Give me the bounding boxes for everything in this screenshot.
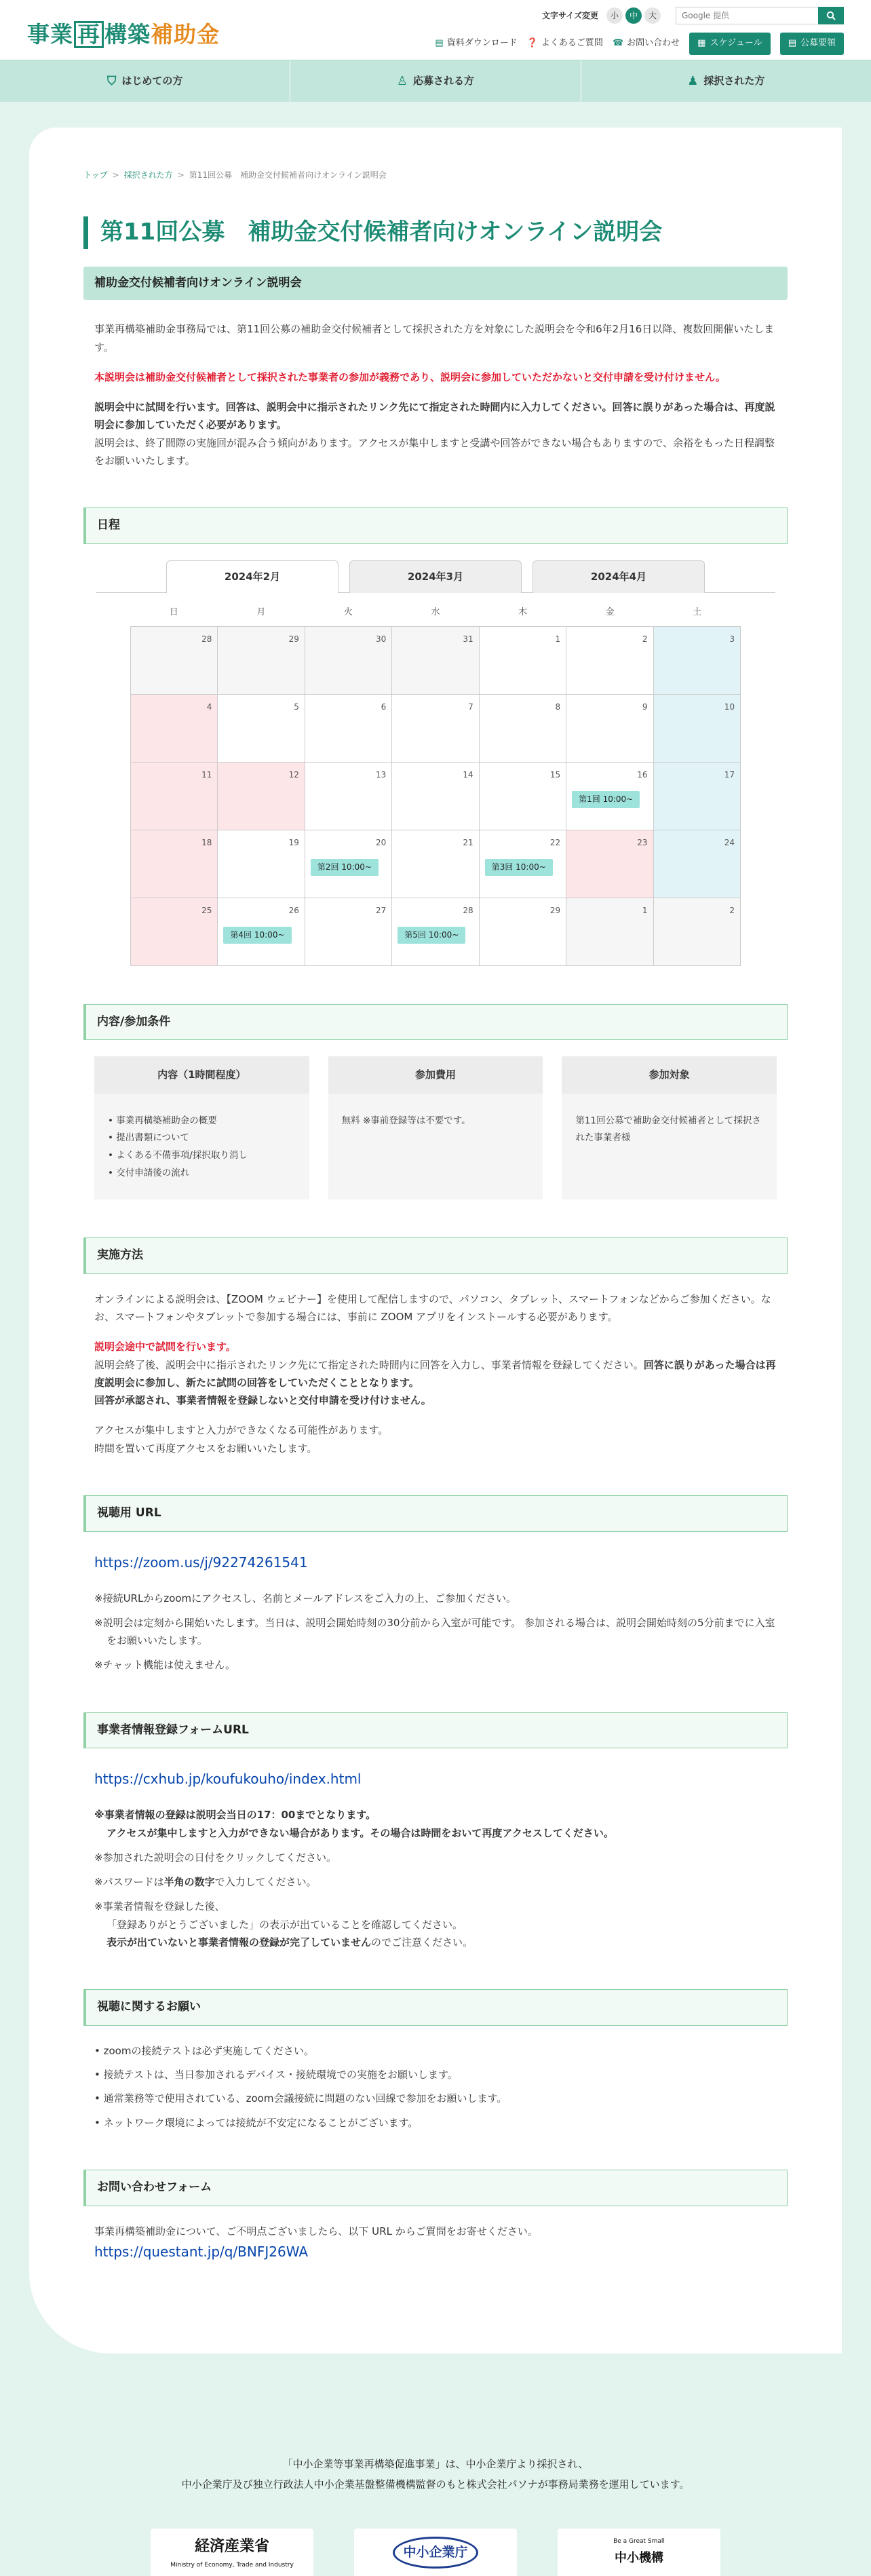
breadcrumb-top[interactable]: トップ [83, 170, 108, 180]
calendar-day-number: 22 [549, 837, 561, 847]
intro-warning: 本説明会は補助金交付候補者として採択された事業者の参加が義務であり、説明会に参加していただかないと交付申請を受け付けません。 [94, 370, 726, 383]
smrj-logo[interactable] [558, 2529, 720, 2576]
calendar-day [480, 627, 566, 695]
document-icon: ▤ [788, 38, 796, 48]
calendar-day [131, 830, 218, 898]
form-note-bold: ※事業者情報の登録は説明会当日の17：00までとなります。 [94, 1809, 376, 1822]
calendar-day [131, 695, 218, 763]
calendar-day [566, 830, 653, 898]
method-text-bold: 回答に誤りがあった場合は再度説明会に参加し、新たに試問の回答をしていただくこととなります。 [94, 1358, 776, 1389]
form-note [94, 1898, 777, 1951]
nav-item-label: はじめての方 [121, 75, 183, 88]
guidelines-button[interactable] [780, 33, 844, 55]
viewing-text [83, 1548, 788, 1674]
condition-content [94, 1056, 309, 1199]
smrj-logo-subtext: Be a Great Small [613, 2537, 665, 2545]
tab-month-3[interactable]: 2024年4月 [533, 560, 705, 593]
calendar-day-number: 10 [724, 701, 735, 712]
calendar-day-number: 1 [642, 905, 648, 915]
calendar-day [392, 627, 479, 695]
form-note [94, 1806, 777, 1842]
main-content [29, 128, 842, 2353]
method-text-normal: 説明会終了後、説明会中に指示されたリンク先にて指定された時間内に回答を入力し、事業者情報を登録してください。 [94, 1358, 644, 1371]
calendar-day [566, 898, 653, 966]
calendar-day-number: 21 [463, 837, 473, 847]
search-input[interactable] [676, 7, 818, 24]
contact-paragraph: 事業再構築補助金について、ご不明点ございましたら、以下 URL からご質問をお寄せください。 [94, 2225, 538, 2237]
shield-icon: ⛉ [107, 73, 117, 88]
breadcrumb [83, 168, 788, 182]
meti-logo[interactable] [151, 2529, 313, 2576]
calendar-day [392, 898, 479, 966]
calendar-day [566, 763, 653, 830]
form-note-bold: 半角の数字 [163, 1876, 215, 1889]
weekday-label: 木 [518, 607, 528, 617]
meti-logo-text: 経済産業省 [194, 2538, 269, 2556]
registration-form-link[interactable]: https://cxhub.jp/koufukouho/index.html [94, 1771, 362, 1788]
logo-text-1: 事業 [27, 21, 73, 47]
nav-item-label: 採択された方 [703, 75, 765, 88]
calendar-day-number: 12 [288, 769, 299, 780]
footer-logos [0, 2529, 871, 2576]
calendar-day [654, 627, 741, 695]
condition-target [562, 1056, 777, 1199]
form-note-text: 「登録ありがとうございました」の表示が出ていることを確認してください。 [107, 1918, 463, 1931]
fontsize-label: 文字サイズ変更 [541, 10, 598, 20]
calendar-day-number: 24 [724, 837, 735, 847]
calendar-day-number: 19 [288, 837, 299, 847]
form-note-bold: アクセスが集中しますと入力ができない場合があります。その場合は時間をおいて再度アクセスしてください。 [107, 1826, 614, 1839]
calendar-day [131, 763, 218, 830]
global-nav [0, 60, 871, 102]
weekday-label: 金 [605, 607, 615, 617]
list-item: • よくある不備事項/採択取り消し [108, 1147, 296, 1165]
site-search [676, 7, 844, 24]
calendar-day-number: 26 [288, 905, 299, 915]
request-list [94, 2042, 777, 2132]
question-icon: ❓ [526, 38, 538, 48]
calendar-day-number: 28 [463, 905, 473, 915]
calendar-day-number: 6 [381, 701, 387, 712]
section-heading-contact: お問い合わせフォーム [83, 2170, 788, 2206]
phone-icon: ☎ [612, 38, 624, 48]
calendar-day [480, 898, 566, 966]
weekday-label: 月 [256, 607, 266, 617]
list-item: • 通常業務等で使用されている、zoom会議接続に問題のない回線で参加をお願いします。 [94, 2090, 777, 2107]
logo-text-accent: 補助金 [151, 21, 220, 47]
sub-title: 補助金交付候補者向けオンライン説明会 [83, 267, 788, 301]
site-logo[interactable] [27, 15, 220, 54]
calendar-event[interactable]: 第1回 10:00~ [572, 791, 640, 808]
viewing-note: ※説明会は定刻から開始いたします。当日は、説明会開始時刻の30分前から入室が可能です。 参加される場合は、説明会開始時刻の5分前までに入室をお願いいたします。 [94, 1616, 775, 1647]
download-link-label: 資料ダウンロード [446, 38, 518, 48]
method-text [83, 1290, 788, 1457]
calendar-day [392, 763, 479, 830]
calendar-day [305, 898, 392, 966]
form-note-text: ※パスワードは [94, 1876, 164, 1889]
calendar-day [218, 695, 305, 763]
logo-text-boxed: 再 [74, 21, 104, 49]
form-note-text: ※事業者情報を登録した後、 [94, 1900, 225, 1913]
calendar-day [654, 763, 741, 830]
calendar-day-number: 17 [724, 769, 735, 780]
calendar-day-number: 4 [206, 701, 212, 712]
footer-text: 中小企業庁及び独立行政法人中小企業基盤整備機構監督のもと株式会社パソナが事務局業務を運用しています。 [181, 2478, 690, 2491]
weekday-label: 土 [693, 607, 702, 617]
intro-bold: 説明会中に試問を行います。回答は、説明会中に指示されたリンク先にて指定された時間内に入力してください。回答に誤りがあった場合は、再度説明会に参加していただく必要があります。 [94, 401, 775, 431]
calendar-day [392, 695, 479, 763]
calendar-day-number: 9 [642, 701, 648, 712]
contact-text [83, 2223, 788, 2279]
section-heading-requests: 視聴に関するお願い [83, 1989, 788, 2026]
calendar-day [305, 830, 392, 898]
document-icon: ▤ [435, 38, 444, 48]
search-icon [826, 11, 836, 20]
fontsize-switcher [606, 7, 661, 24]
breadcrumb-separator: > [177, 170, 185, 180]
list-item: • zoomの接続テストは必ず実施してください。 [94, 2042, 777, 2060]
calendar-day-number: 14 [463, 769, 473, 780]
form-note: ※参加された説明会の日付をクリックしてください。 [94, 1851, 336, 1864]
calendar-day [392, 830, 479, 898]
month-tabs [96, 560, 775, 593]
calendar-event[interactable]: 第5回 10:00~ [398, 927, 465, 944]
page-title: 第11回公募 補助金交付候補者向けオンライン説明会 [83, 216, 788, 249]
calendar-day-number: 31 [463, 634, 473, 644]
section-heading-schedule: 日程 [83, 507, 788, 544]
intro-paragraph: 説明会は、終了間際の実施回が混み合う傾向があります。アクセスが集中しますと受講や回答ができない場合もありますので、余裕をもった日程調整をお願いいたします。 [94, 436, 775, 467]
faq-link[interactable] [527, 36, 603, 52]
list-item: • 提出書類について [108, 1130, 296, 1147]
list-item: • 接続テストは、当日参加されるデバイス・接続環境での実施をお願いします。 [94, 2066, 777, 2083]
faq-link-label: よくあるご質問 [541, 38, 603, 48]
calendar-day [305, 763, 392, 830]
form-note [94, 1873, 777, 1891]
chusho-logo-text: 中小企業庁 [393, 2537, 478, 2569]
contact-form-link[interactable]: https://questant.jp/q/BNFJ26WA [94, 2243, 309, 2260]
method-warning: 説明会途中で試問を行います。 [94, 1341, 236, 1353]
condition-fee [328, 1056, 543, 1199]
calendar-day-number: 2 [642, 634, 648, 644]
calendar-day-number: 8 [555, 701, 561, 712]
list-item: • 交付申請後の流れ [108, 1165, 296, 1183]
calendar-day-number: 30 [376, 634, 387, 644]
calendar-day-number: 23 [637, 837, 648, 847]
form-note-bold: 表示が出ていないと事業者情報の登録が完了していません [107, 1936, 372, 1948]
fontsize-large-button[interactable]: 大 [644, 7, 661, 24]
calendar-day [654, 695, 741, 763]
contact-link[interactable] [613, 36, 680, 52]
calendar-day [131, 898, 218, 966]
site-header [0, 0, 871, 60]
method-paragraph: オンラインによる説明会は、【ZOOM ウェビナー】を使用して配信しますので、パソコン、タブレット、スマートフォンなどからご参加ください。なお、スマートフォンやタブレットで参加する場合には、事前に ZOOM アプリをインストールする必要があります。 [94, 1292, 771, 1324]
calendar-event[interactable]: 第4回 10:00~ [223, 927, 291, 944]
calendar-day [480, 830, 566, 898]
calendar-grid [130, 626, 741, 966]
site-footer [0, 2353, 871, 2576]
calendar-icon: ▦ [697, 38, 706, 48]
condition-body [94, 1094, 309, 1200]
calendar-day [566, 695, 653, 763]
method-bold: 回答が承認され、事業者情報を登録しないと交付申請を受け付けません。 [94, 1394, 431, 1407]
condition-body: 無料 ※事前登録等は不要です。 [341, 1115, 471, 1126]
tab-month-2[interactable]: 2024年3月 [349, 560, 522, 593]
calendar-day-number: 28 [201, 634, 212, 644]
weekday-label: 日 [169, 607, 178, 617]
zoom-url-link[interactable]: https://zoom.us/j/92274261541 [94, 1554, 308, 1571]
method-paragraph [94, 1356, 777, 1392]
calendar-day [218, 830, 305, 898]
breadcrumb-current: 第11回公募 補助金交付候補者向けオンライン説明会 [189, 170, 387, 180]
condition-head: 参加対象 [562, 1056, 777, 1093]
viewing-note: ※チャット機能は使えません。 [94, 1659, 236, 1672]
calendar-day-number: 7 [468, 701, 473, 712]
calendar-day-number: 15 [549, 769, 561, 780]
condition-head: 内容（1時間程度） [94, 1056, 309, 1093]
calendar-event[interactable]: 第3回 10:00~ [485, 859, 553, 876]
calendar-day-number: 29 [288, 634, 299, 644]
nav-item-adopted[interactable] [581, 60, 871, 102]
guidelines-button-label: 公募要領 [800, 38, 836, 48]
calendar-day-number: 5 [294, 701, 299, 712]
calendar-day-number: 27 [376, 905, 387, 915]
calendar-day [218, 898, 305, 966]
section-heading-viewing-url: 視聴用 URL [83, 1495, 788, 1532]
footer-text: 「中小企業等事業再構築促進事業」は、中小企業庁より採択され、 [282, 2457, 589, 2470]
calendar-day [480, 763, 566, 830]
calendar-day-number: 3 [729, 634, 735, 644]
calendar-day-number: 20 [376, 837, 387, 847]
breadcrumb-adopted[interactable]: 採択された方 [123, 170, 173, 180]
calendar-day [654, 898, 741, 966]
weekday-label: 火 [343, 607, 353, 617]
logo-text-2: 構築 [104, 21, 151, 47]
section-heading-form-url: 事業者情報登録フォームURL [83, 1712, 788, 1749]
fontsize-small-button[interactable]: 小 [606, 7, 623, 24]
calendar-day [305, 695, 392, 763]
content-wrap [0, 102, 871, 2353]
calendar-day [218, 627, 305, 695]
section-heading-conditions: 内容/参加条件 [83, 1004, 788, 1041]
fontsize-medium-button[interactable]: 中 [625, 7, 642, 24]
calendar-day [654, 830, 741, 898]
calendar-day-number: 29 [549, 905, 561, 915]
request-text [83, 2042, 788, 2132]
calendar-day [131, 627, 218, 695]
nav-item-applicants[interactable] [290, 60, 581, 102]
nav-item-label: 応募される方 [413, 75, 475, 88]
list-item: • ネットワーク環境によっては接続が不安定になることがございます。 [94, 2114, 777, 2132]
weekday-label: 水 [431, 607, 440, 617]
calendar-day-number: 11 [201, 769, 212, 780]
nav-item-beginners[interactable] [0, 60, 290, 102]
list-item: • 事業再構築補助金の概要 [108, 1113, 296, 1130]
people-icon: ♟ [687, 73, 699, 88]
calendar-day [480, 695, 566, 763]
method-paragraph: 時間を置いて再度アクセスをお願いいたします。 [94, 1442, 317, 1455]
section-heading-method: 実施方法 [83, 1237, 788, 1274]
calendar-day-number: 1 [555, 634, 561, 644]
intro-text [83, 320, 788, 469]
calendar-day-number: 18 [201, 837, 212, 847]
calendar [130, 605, 741, 966]
calendar-day [305, 627, 392, 695]
calendar-day-number: 13 [376, 769, 387, 780]
calendar-day-number: 16 [637, 769, 648, 780]
calendar-day [566, 627, 653, 695]
intro-paragraph: 事業再構築補助金事務局では、第11回公募の補助金交付候補者として採択された方を対象にした説明会を令和6年2月16日以降、複数回開催いたします。 [94, 323, 775, 353]
contact-link-label: お問い合わせ [627, 38, 680, 48]
chusho-logo[interactable] [354, 2529, 517, 2576]
tab-month-1[interactable]: 2024年2月 [166, 560, 338, 593]
download-link[interactable] [435, 36, 517, 52]
search-button[interactable] [818, 7, 844, 24]
form-note-text: で入力してください。 [214, 1876, 317, 1889]
calendar-weekday-row [130, 605, 741, 621]
schedule-button[interactable] [689, 33, 771, 55]
calendar-day-number: 25 [201, 905, 212, 915]
viewing-note: ※接続URLからzoomにアクセスし、名前とメールアドレスをご入力の上、ご参加ください。 [94, 1592, 516, 1604]
method-paragraph: アクセスが集中しますと入力ができなくなる可能性があります。 [94, 1424, 389, 1437]
calendar-day-number: 2 [729, 905, 735, 915]
condition-head: 参加費用 [328, 1056, 543, 1093]
meti-logo-subtext: Ministry of Economy, Trade and Industry [170, 2561, 294, 2569]
conditions-grid [83, 1056, 788, 1199]
condition-body: 第11回公募で補助金交付候補者として採択された事業者様 [575, 1115, 762, 1144]
utility-top [542, 7, 844, 24]
form-note-text: のでご注意ください。 [371, 1936, 473, 1948]
form-text [83, 1765, 788, 1951]
person-icon: ♙ [396, 73, 408, 88]
calendar-day [218, 763, 305, 830]
smrj-logo-text: 中小機構 [615, 2550, 663, 2565]
utility-links [435, 33, 844, 55]
calendar-event[interactable]: 第2回 10:00~ [311, 859, 379, 876]
schedule-button-label: スケジュール [710, 38, 762, 48]
breadcrumb-separator: > [112, 170, 119, 180]
